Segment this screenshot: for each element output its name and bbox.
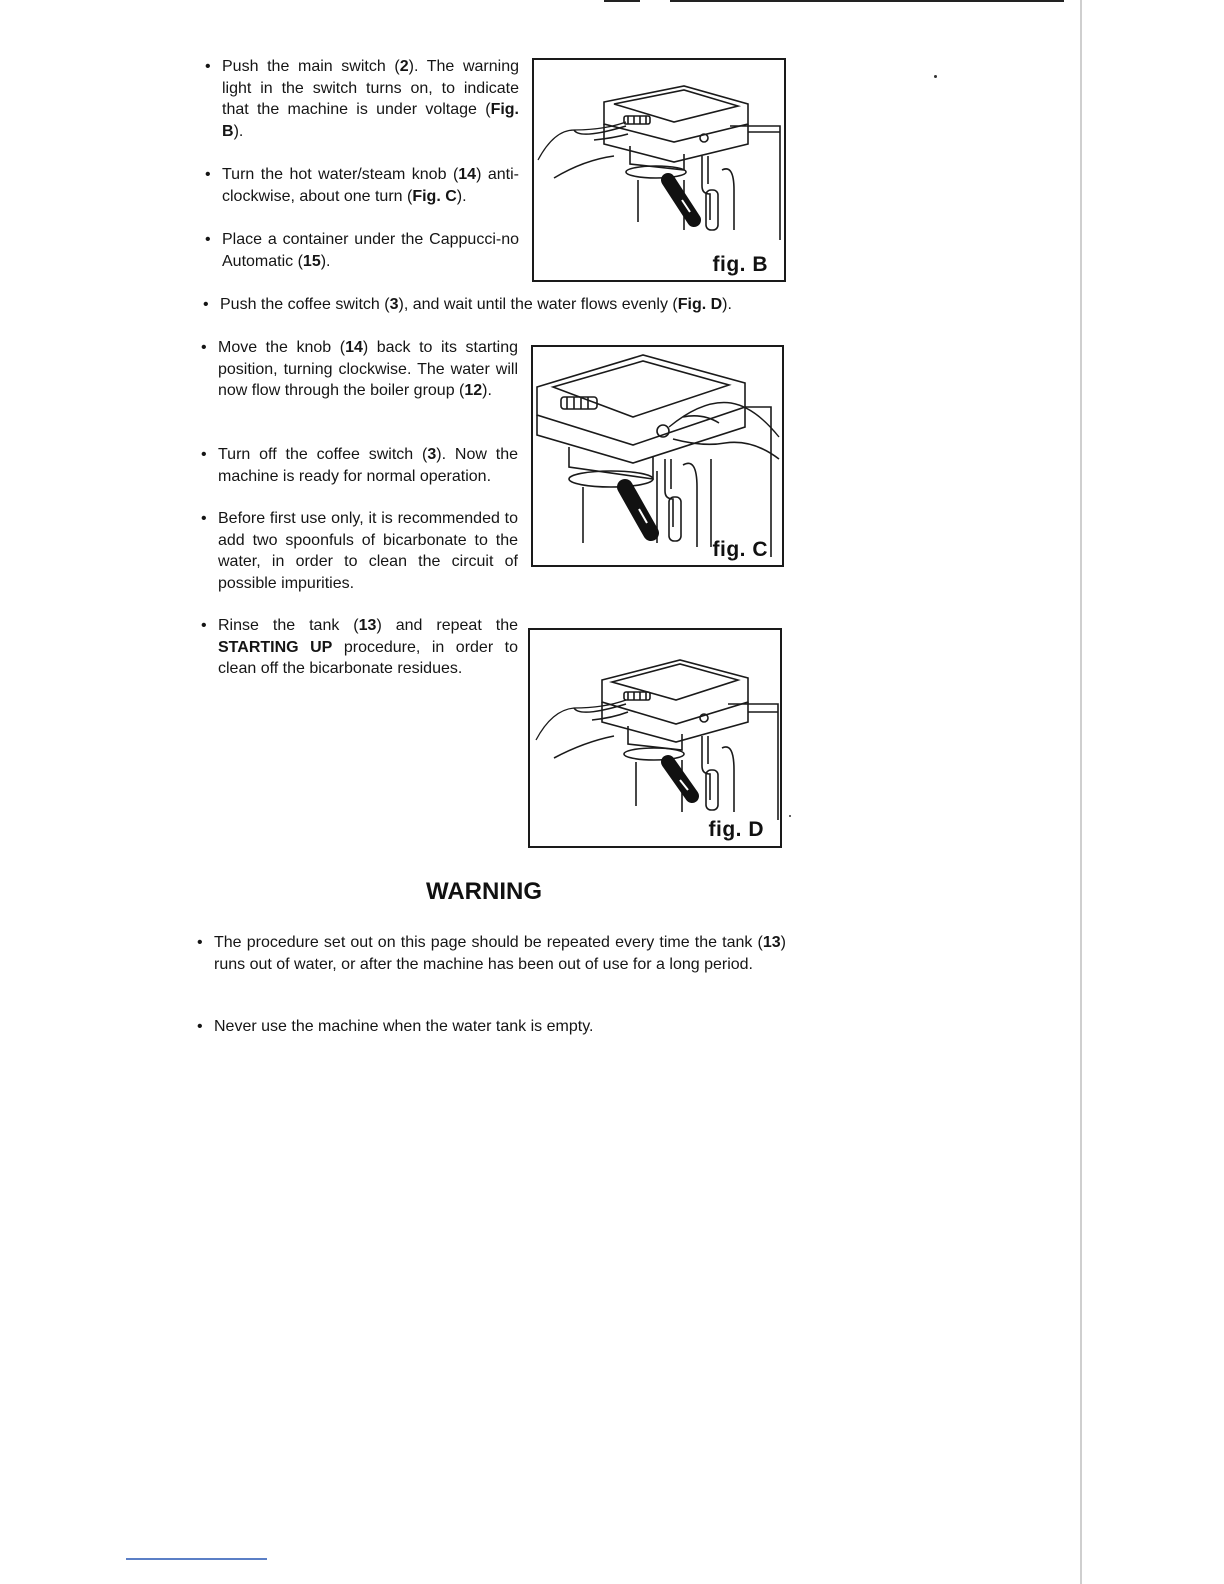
page-edge-rule — [1080, 0, 1082, 1584]
step-knob-back — [201, 337, 519, 402]
bullet-dot: • — [197, 934, 203, 951]
scan-speck — [789, 815, 791, 817]
step-text: Push the coffee switch (3), and wait until the water flows evenly (Fig. D). — [220, 296, 732, 313]
bullet-dot: • — [205, 58, 211, 75]
step-steam-knob — [205, 164, 519, 207]
bottom-rule — [126, 1558, 267, 1560]
step-text: Turn off the coffee switch (3). Now the machine is ready for normal operation. — [218, 446, 518, 485]
bullet-dot: • — [205, 166, 211, 183]
step-text: Move the knob (14) back to its starting position, turning clockwise. The water will now flow through the boiler group (12). — [218, 339, 519, 399]
bullet-dot: • — [201, 446, 207, 463]
step-text: Before first use only, it is recommended to add two spoonfuls of bicarbonate to the water, in order to clean the circuit of possible impurities. — [218, 510, 518, 592]
step-rinse-tank — [201, 615, 518, 680]
bullet-dot: • — [205, 231, 211, 248]
step-text: Push the main switch (2). The warning light in the switch turns on, to indicate that the machine is under voltage (Fig. B). — [222, 58, 520, 140]
bullet-dot: • — [197, 1018, 203, 1035]
step-coffee-switch — [203, 294, 800, 316]
step-main-switch — [205, 56, 520, 142]
bullet-dot: • — [201, 617, 207, 634]
step-text: Place a container under the Cappucci-no Automatic (15). — [222, 231, 519, 270]
warning-title: WARNING — [426, 878, 542, 905]
espresso-machine-switch-illustration — [534, 60, 784, 280]
espresso-machine-coffee-switch-illustration — [530, 630, 780, 846]
warning-text: Never use the machine when the water tank is empty. — [214, 1018, 594, 1035]
bullet-dot: • — [201, 339, 207, 356]
top-rule-short — [604, 0, 640, 2]
step-text: Rinse the tank (13) and repeat the STARTING UP procedure, in order to clean off the bicarbonate residues. — [218, 617, 518, 677]
figure-d — [528, 628, 782, 848]
bullet-dot: • — [203, 296, 209, 313]
step-switch-off — [201, 444, 518, 487]
top-rule-long — [670, 0, 1064, 2]
warning-item-empty-tank — [197, 1016, 786, 1038]
espresso-machine-knob-illustration — [533, 347, 782, 565]
figure-d-label: fig. D — [708, 818, 764, 841]
step-text: Turn the hot water/steam knob (14) anti-clockwise, about one turn (Fig. C). — [222, 166, 519, 205]
warning-item-repeat — [197, 932, 786, 975]
figure-c — [531, 345, 784, 567]
scan-speck — [934, 75, 937, 78]
step-bicarbonate — [201, 508, 518, 594]
figure-b-label: fig. B — [712, 253, 768, 276]
figure-c-label: fig. C — [712, 538, 768, 561]
step-container — [205, 229, 519, 272]
bullet-dot: • — [201, 510, 207, 527]
warning-text: The procedure set out on this page should be repeated every time the tank (13) runs out of water, or after the machine has been out of use for a long period. — [214, 934, 786, 973]
figure-b — [532, 58, 786, 282]
